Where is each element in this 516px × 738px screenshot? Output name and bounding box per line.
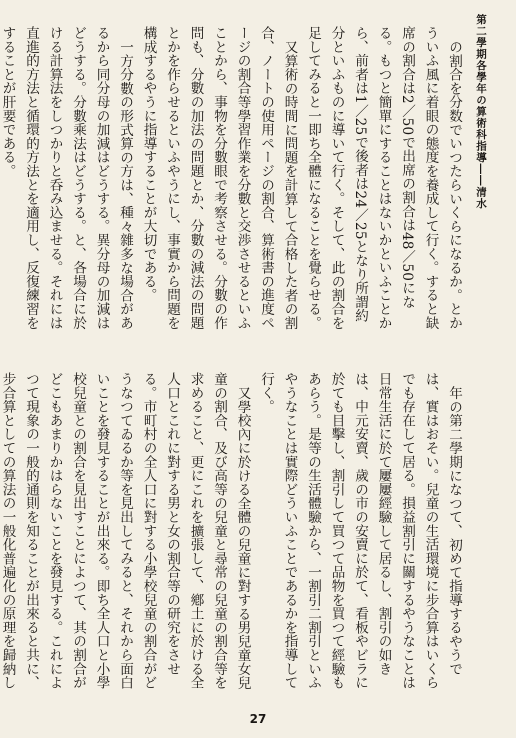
page-number: 27: [249, 712, 267, 726]
top-text-block: [0, 26, 465, 336]
paragraph: 年の第二學期になつて、初めて指導するやうでは、實はおそい。兒童の生活環境に步合算はいくらでも存在して居る。損益割引に關するやうなことは日常生活に於て屢屢經驗して居るし、割引の如きは、中元安賣、歲の市の安賣に於て、看板やビラに於ても目擊し、割引して買つて品物を買つて經驗もあらう。是等の生活體驗から、一割引二割引といふやうなことは實際どういふことであるかを指導して行く。: [258, 372, 462, 690]
paragraph: 又學校內に於ける全體の兒童に對する男兒童女兒童の割合、及び高等の兒童と尋常の兒童の割合等を求めること、更にこれを擴張して、鄕土に於ける全人口とこれに對する男と女の割合等の研究をさせる。市町村の全人口に對する小學校兒童の割合がどうなつてゐるか等を見出してみると、それから面白いことを發見することが出來る。即ち全人口と小學校兒童との割合を見出すことによつて、其の割合がどこもあまりかはらないことを發見する。これによつて現象の一般的通則を知ることが出來ると共に、步合算としての算法の一般化普遍化の原理を歸納し: [0, 372, 251, 690]
running-head: 第二學期各學年の算術科指導――清水: [475, 14, 487, 210]
paragraph: 又算術の時間に問題を計算して合格した者の割合、ノートの使用ページの割合、算術書の進度ページの割合等學習作業を分數と交渉させるといふことから、事物を分數眼で考察させる。分數の作問も、分數の加法の問題とか、分數の減法の問題とかを作らせるといふやうにし、事實から問題を構成するやうに指導することが大切である。: [140, 26, 298, 330]
paragraph: の割合を分数でいつたらいくらになるか。とかういふ風に着眼の態度を養成して行く。すると缺席の割合は2／50で出席の割合は48／50になる。もつと簡單にすることはないかといふことから、前者は1／25で後者は24／25となり所謂約分といふものに導いて行く。そして、此の割合を足してみると一即ち全體になることを覺らせる。: [305, 26, 462, 330]
bottom-text-block: [0, 372, 465, 694]
paragraph: 一方分數の形式算の方は、種々雜多な場合があるから同分母の加減はどうする。異分母の加減はどうする。分數乘法はどうする。と、各場合に於ける計算法をしつかりと呑み込ませる。それには直進的方法と循環的方法とを適用し、反復練習をすることが肝要である。: [0, 26, 133, 330]
